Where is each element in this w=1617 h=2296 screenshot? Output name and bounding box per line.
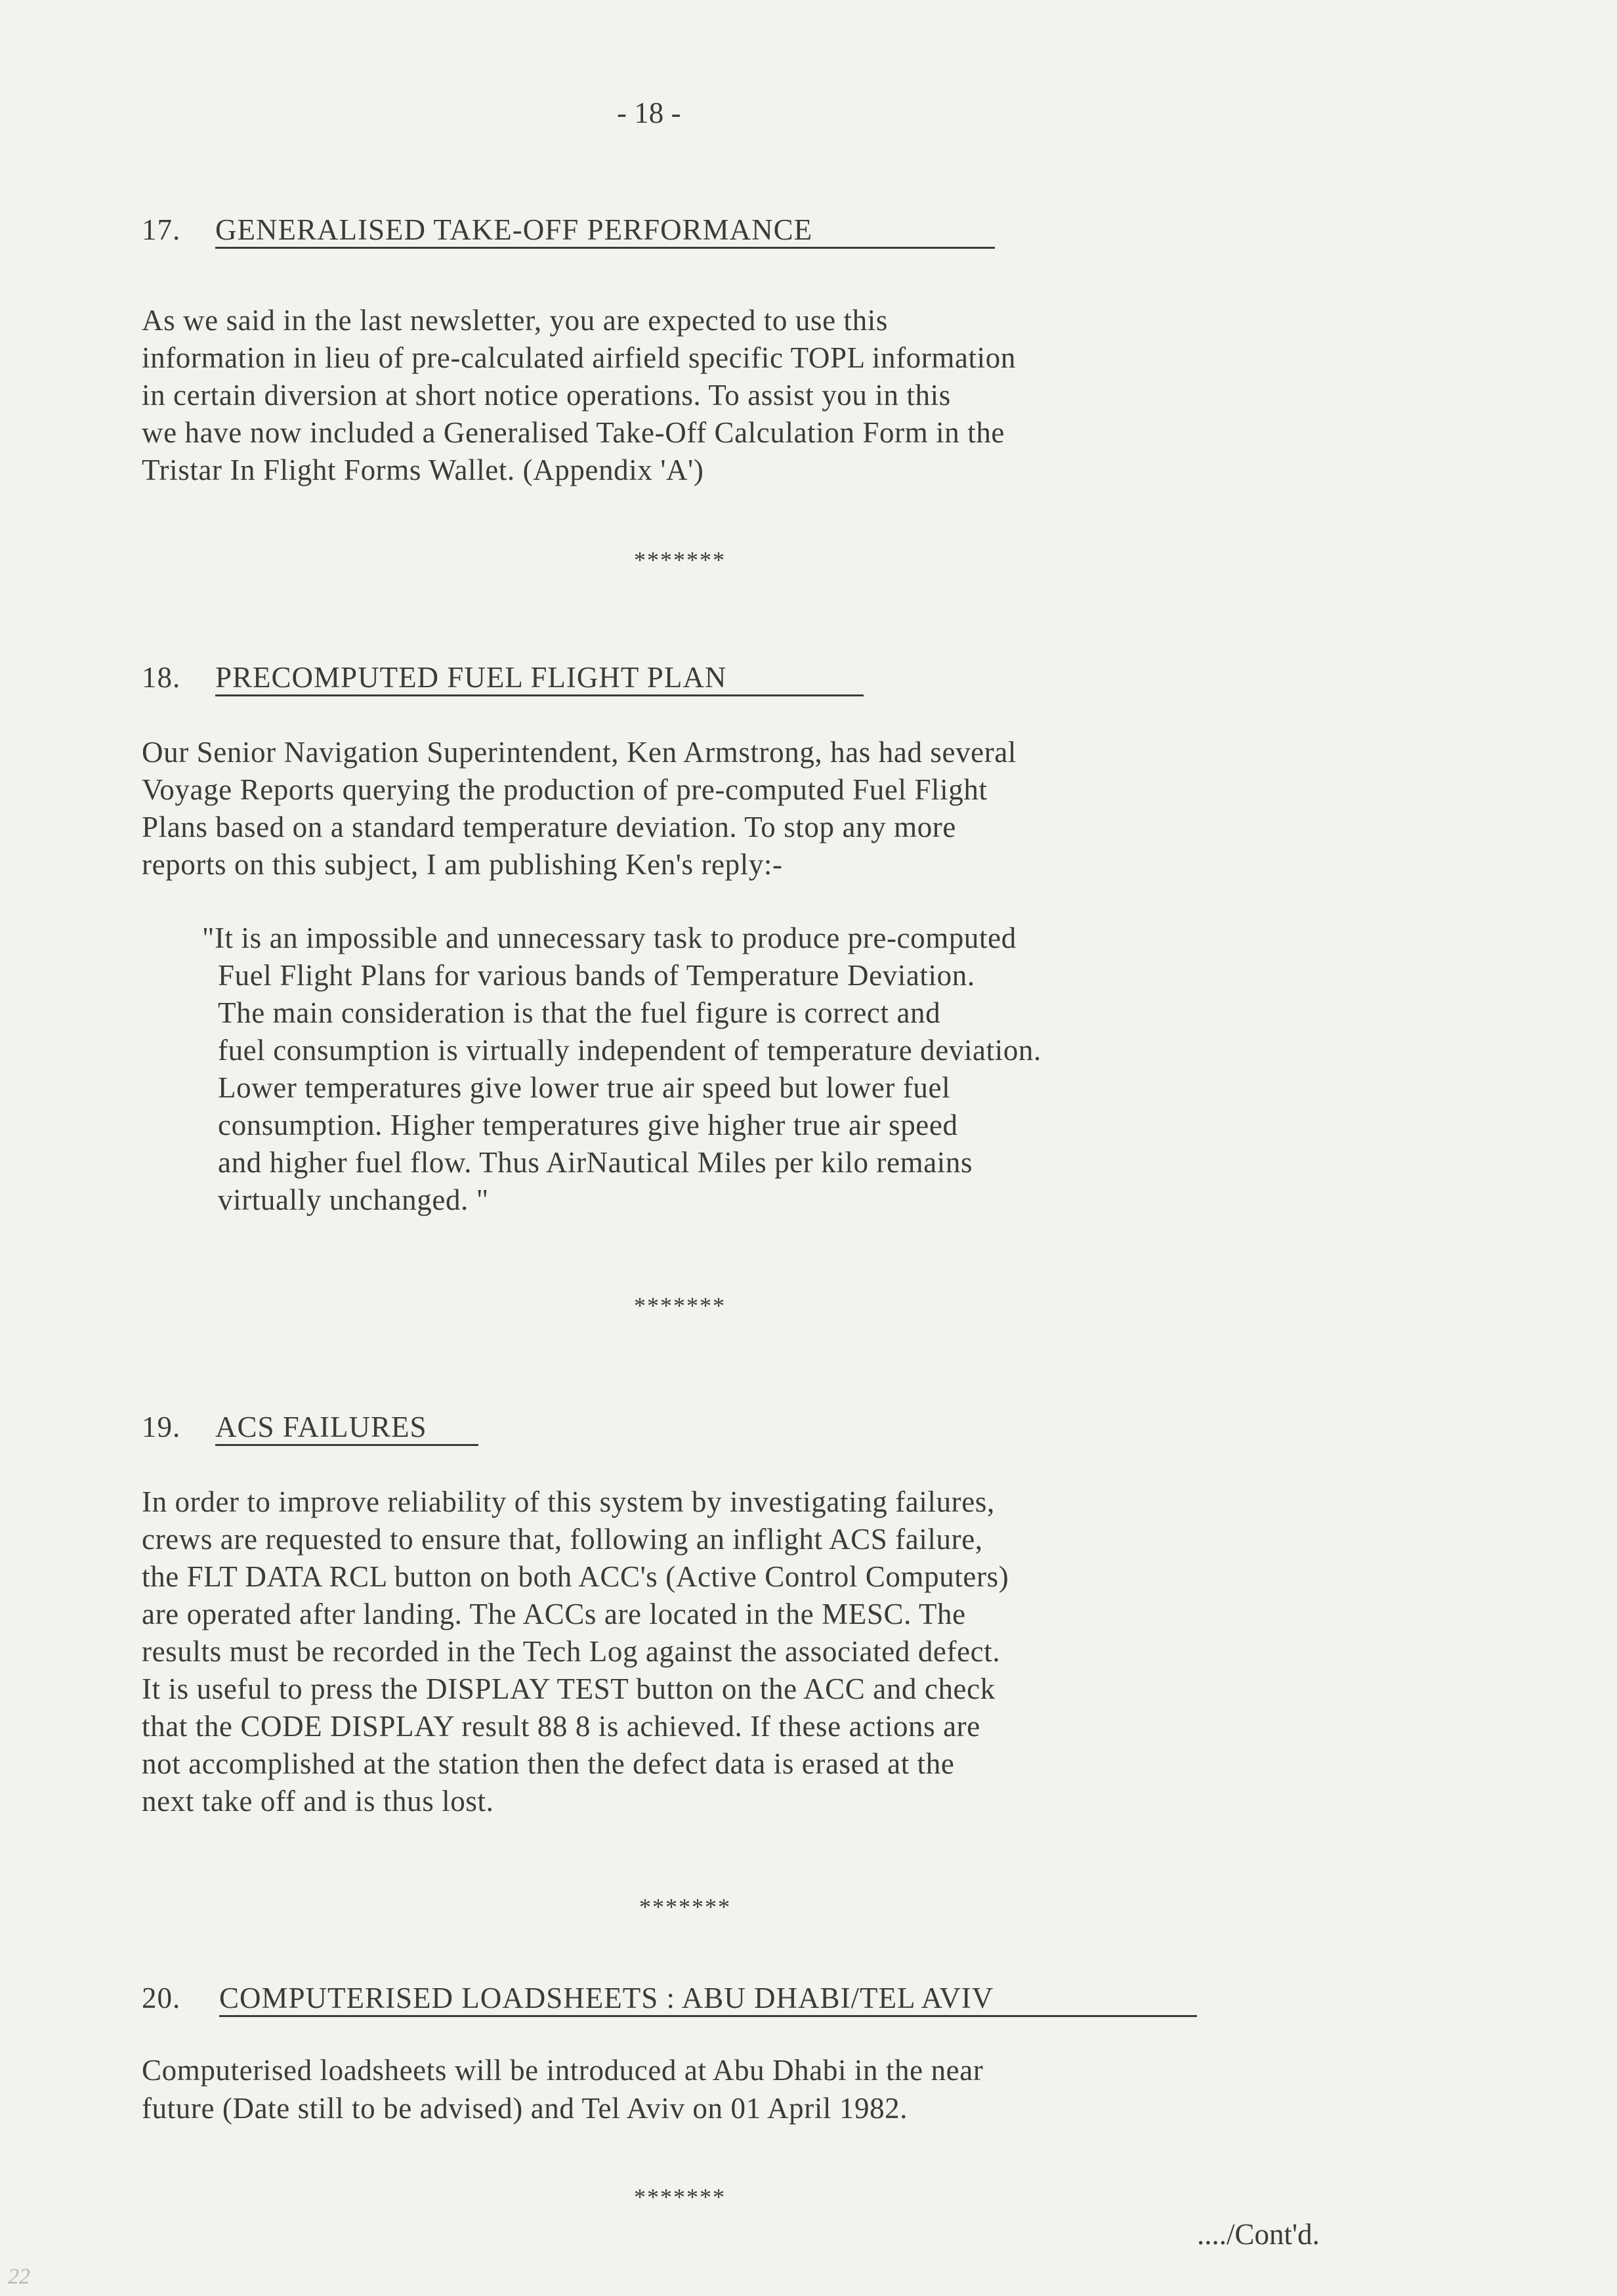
paragraph-line: the FLT DATA RCL button on both ACC's (Active Control Computers) xyxy=(142,1560,1009,1593)
section-title: ACS FAILURES xyxy=(215,1411,427,1443)
paragraph-line: Tristar In Flight Forms Wallet. (Appendix 'A') xyxy=(142,454,704,486)
section-separator: ******* xyxy=(639,1894,731,1920)
page-number: - 18 - xyxy=(617,96,681,129)
paragraph-line: in certain diversion at short notice operations. To assist you in this xyxy=(142,379,951,412)
paragraph-line: future (Date still to be advised) and Tel Aviv on 01 April 1982. xyxy=(142,2092,908,2125)
paragraph-line: are operated after landing. The ACCs are located in the MESC. The xyxy=(142,1598,966,1630)
section-number: 17. xyxy=(142,213,181,246)
handwritten-page-mark: 22 xyxy=(8,2264,30,2289)
paragraph-line: next take off and is thus lost. xyxy=(142,1785,494,1818)
section-title: GENERALISED TAKE-OFF PERFORMANCE xyxy=(215,213,813,246)
section-number: 20. xyxy=(142,1982,181,2014)
paragraph-line: Computerised loadsheets will be introduced at Abu Dhabi in the near xyxy=(142,2054,984,2087)
quote-line: "It is an impossible and unnecessary task to produce pre-computed xyxy=(202,922,1017,954)
paragraph-line: As we said in the last newsletter, you are expected to use this xyxy=(142,304,888,337)
section-number: 19. xyxy=(142,1411,181,1443)
paragraph-line: Our Senior Navigation Superintendent, Ken Armstrong, has had several xyxy=(142,736,1017,769)
quote-line: virtually unchanged. " xyxy=(218,1183,489,1216)
section-title: COMPUTERISED LOADSHEETS : ABU DHABI/TEL AVIV xyxy=(219,1982,994,2014)
title-underline xyxy=(215,247,995,249)
paragraph-line: crews are requested to ensure that, following an inflight ACS failure, xyxy=(142,1523,983,1556)
paragraph-line: Voyage Reports querying the production of pre-computed Fuel Flight xyxy=(142,773,988,806)
title-underline xyxy=(215,694,864,696)
paragraph-line: It is useful to press the DISPLAY TEST button on the ACC and check xyxy=(142,1672,996,1705)
section-separator: ******* xyxy=(634,547,726,573)
section-title: PRECOMPUTED FUEL FLIGHT PLAN xyxy=(215,661,727,694)
paragraph-line: we have now included a Generalised Take-Off Calculation Form in the xyxy=(142,416,1005,449)
quote-line: fuel consumption is virtually independent of temperature deviation. xyxy=(218,1034,1041,1067)
paragraph-line: results must be recorded in the Tech Log against the associated defect. xyxy=(142,1635,1001,1668)
quote-line: The main consideration is that the fuel figure is correct and xyxy=(218,996,941,1029)
quote-line: consumption. Higher temperatures give higher true air speed xyxy=(218,1109,958,1141)
continued-note: ..../Cont'd. xyxy=(1197,2218,1320,2251)
paragraph-line: reports on this subject, I am publishing Ken's reply:- xyxy=(142,848,783,881)
quote-line: Fuel Flight Plans for various bands of Temperature Deviation. xyxy=(218,959,975,992)
section-separator: ******* xyxy=(634,2184,726,2210)
paragraph-line: Plans based on a standard temperature deviation. To stop any more xyxy=(142,811,956,843)
paragraph-line: In order to improve reliability of this system by investigating failures, xyxy=(142,1485,995,1518)
title-underline xyxy=(215,1444,478,1446)
paragraph-line: information in lieu of pre-calculated airfield specific TOPL information xyxy=(142,341,1016,374)
quote-line: Lower temperatures give lower true air speed but lower fuel xyxy=(218,1071,951,1104)
quote-line: and higher fuel flow. Thus AirNautical Miles per kilo remains xyxy=(218,1146,973,1179)
section-number: 18. xyxy=(142,661,181,694)
paragraph-line: not accomplished at the station then the defect data is erased at the xyxy=(142,1747,955,1780)
paragraph-line: that the CODE DISPLAY result 88 8 is achieved. If these actions are xyxy=(142,1710,980,1743)
title-underline xyxy=(219,2015,1197,2017)
section-separator: ******* xyxy=(634,1292,726,1319)
